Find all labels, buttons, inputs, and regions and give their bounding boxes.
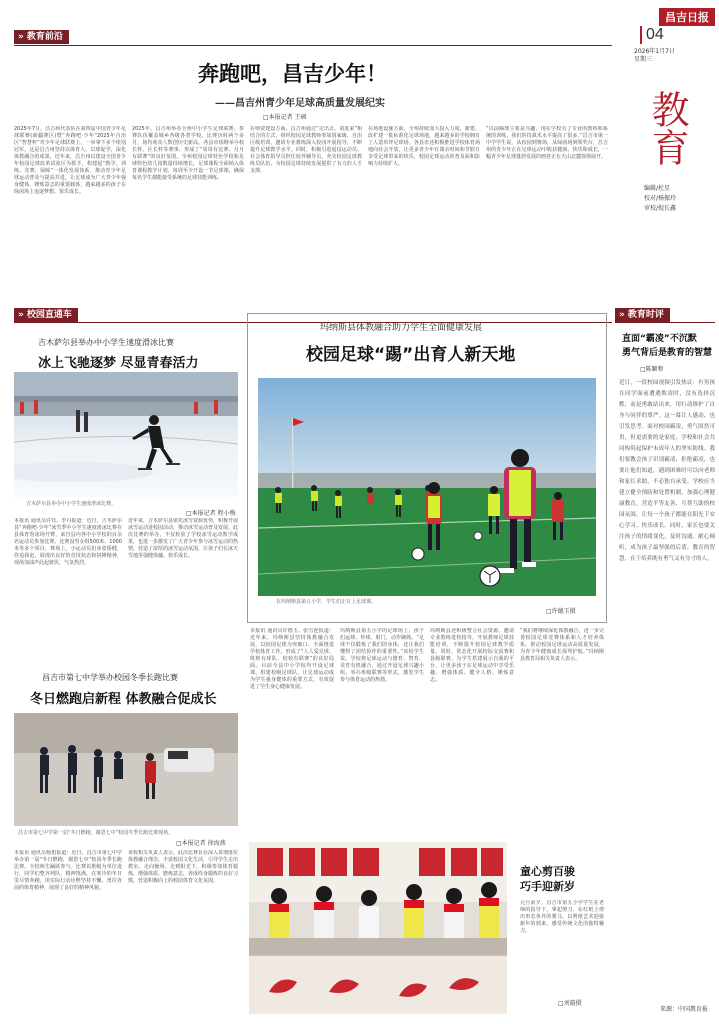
feature-photo-credit: □许德玉摄 [546, 608, 576, 615]
paper-cutting-photo [249, 842, 507, 1014]
commentary-body: 近日，一段校园视频引发热议：有男孩在同学面前遭遇欺凌时，没有选择沉默，而是勇敢站出来，用行动维护了自身与同伴的尊严。这一幕让人感动，也引发思考。面对校园霸凌，勇气固然可贵，但更需要的是家庭、学校和社会共同构筑起保护未成年人的坚实防线。我们要教会孩子识别霸凌、拒绝霸凌，也要让他们知道，遇到困难时可以向老师和家长求助，不必独自承受。学校应当建立健全预防和处置机制，加强心理健康教育，营造平等友善、互帮互助的校园氛围，让每一个孩子都能在阳光下安心学习、快乐成长。同时，家长也要关注孩子的情绪变化，及时沟通、耐心倾听，成为孩子最坚强的后盾。教育的智慧，在于培养既有勇气又有分寸的人。 [619, 380, 715, 562]
feature-caption: 在玛纳斯县第五小学，学生们正在上足球课。 [276, 599, 377, 605]
lead-col-3: 在师资建设方面，昌吉州通过“走出去、请进来”相结合的方式，组织校园足球教师参加国家级、自治区级培训，邀请专业教练深入校园开展指导，不断提升足球教学水平。同时，积极引进退役运动员、社会体育指导员担任校外辅导员，充实校园足球教练员队伍，为校园足球持续发展提供了有力的人才支撑。 [250, 126, 362, 174]
football-class-photo [258, 378, 596, 596]
story1-kicker: 吉木萨尔县举办中小学生速度滑冰比赛 [38, 338, 174, 347]
story2-col-2: 该校相关负责人表示，此次比赛旨在深入贯彻落实体教融合理念，丰富校园文化生活，引导学生走出教室、走向操场、走到阳光下，积极参加体育锻炼，增强体质、磨炼意志，养成终身锻炼的良好习惯，营造积极向上的校园体育文化氛围。 [128, 850, 238, 884]
feature-col-3: 玛纳斯县还积极整合社会资源，邀请专业教练进校指导，开展教师足球技能培训，不断提升校园足球教学质量。同时，常态化开展校际交流赛和县级联赛，为学生搭建展示自我的平台，让更多孩子在足球运动中享受乐趣、增强体质、健全人格、锤炼意志。 [430, 628, 514, 683]
chevron-right-icon: » [18, 310, 24, 320]
story2-title: 冬日燃跑启新程 体教融合促成长 [30, 692, 217, 707]
feature-col-1: 本报讯 通讯员许德玉、张雪连报道：近年来，玛纳斯县坚持体教融合发展，以校园足球为突破口，全面推进学校体育工作，形成了“人人爱足球、班班有球队、校校有联赛”的良好局面。目前全县中小学校均开设足球课，组建校级足球队，让足球运动成为学生强身健体的重要方式，有效促进了学生身心健康发展。 [250, 628, 334, 690]
lead-subtitle: ——昌吉州青少年足球高质量发展纪实 [215, 98, 385, 109]
feature-col-2: 玛纳斯县第五小学的足球场上，孩子们运球、传球、射门，动作娴熟。“足球不仅锻炼了我们的身体，还让我们懂得了团结协作的重要性。”该校学生说。学校将足球运动与德育、智育、美育有机融合，通过开设足球兴趣小组、举办班级联赛等形式，激发学生参与体育运动的热情。 [340, 628, 424, 683]
commentary-byline: □陈颖和 [640, 366, 664, 373]
divider [14, 45, 612, 46]
credit-editor: 编辑/杜星 [644, 185, 671, 192]
story1-caption: 吉木萨尔县举办中小学生速度滑冰比赛。 [26, 501, 117, 507]
masthead [620, 8, 715, 63]
issue-weekday: 星期三 [634, 56, 653, 63]
paper-name: 昌吉日报 [659, 8, 715, 26]
chevron-right-icon: » [18, 32, 24, 42]
story2-byline: □本报记者 徐海燕 [176, 840, 226, 847]
lead-title: 奔跑吧，昌吉少年！ [198, 61, 387, 86]
lead-col-1: 2025年7月，昌吉州代表队在第四届中国青少年足球联赛(新疆赛区)暨“奔跑吧·少年”2025年自治区“智慧杯”青少年足球联赛上，一举拿下多个组别冠军。这是昌吉州坚持以体育人、以球促学，深化体教融合的成果。近年来，昌吉州以建设全国青少年校园足球改革试验区为抓手，构建起“教学、训练、竞赛、保障”一体化发展体系，推动青少年足球运动普及与提高并进，让足球成为广大青少年强身健体、锤炼意志的重要载体，越来越多的孩子在绿茵场上追逐梦想、快乐成长。 [14, 126, 126, 195]
story1-byline: □本报记者 程小梅 [186, 510, 236, 517]
chevron-right-icon: » [619, 310, 625, 320]
section-tag-frontline: » 教育前沿 [14, 30, 69, 44]
story2-kicker: 昌吉市第七中学举办校园冬季长跑比赛 [42, 673, 178, 682]
feature-col-4: “我们将继续深化体教融合，进一步完善校园足球竞赛体系和人才培养体系，推动校园足球运动高质量发展，为青少年健康成长保驾护航。”玛纳斯县教育局相关负责人表示。 [520, 628, 604, 662]
lead-col-5: “以前踢球主要是兴趣，现在学校有了专业的教练和系统的训练，我们的技战术水平提高了很多。”昌吉市第一中学学生说。从校园到赛场，从绿茵场到领奖台，昌吉州的青少年正在足球运动中收获健康、快乐和成长，一幅青少年足球蓬勃发展的画卷正在天山北麓徐徐展开。 [486, 126, 608, 160]
lead-col-2: 2025年，昌吉州举办全州中小学生足球联赛，参赛队伍覆盖城乡各级各类学校，比赛历时两个多月，场均观众人数创历史新高。各县市相继举办校长杯、区长杯等赛事，形成了“周周有比赛、月月有联赛”的良好氛围。全州校园足球特色学校和足球特色幼儿园数量持续增长，足球课程全面纳入体育课程教学计划，每周至少开设一节足球课，确保每名学生都能接受系统的足球技能训练。 [132, 126, 244, 181]
story2-col-1: 本报讯 通讯员杨旭报道：近日，昌吉市第七中学举办第一届“冬日燃跑，谢恩七中”校园冬季长跑比赛，全校师生踊跃参与。比赛以班级为单位进行，同学们整齐列队，精神饱满，在寒冷的冬日里尽情奔跑，用实际行动诠释坚持不懈、勇往直前的体育精神，展现了良好的精神风貌。 [14, 850, 122, 891]
feature-title: 校园足球“踢”出育人新天地 [306, 345, 516, 365]
commentary-source: 来源：中国教育报 [660, 1006, 709, 1013]
story1-col-1: 本报讯 通讯员许钰、李丹报道：近日，吉木萨尔县“奔跑吧·少年”冰雪季中小学生速度滑冰比赛在县体育馆冰场开赛，来自县内各中小学校的百余名运动员参加比赛。比赛设男女组500米、1000米等多个项目。赛场上，小运动员们身姿矫健，你追我赶，展现出良好的竞技状态和拼搏精神，现场加油声此起彼伏，气氛热烈。 [14, 518, 122, 566]
story1-title: 冰上飞驰逐梦 尽显青春活力 [38, 356, 199, 371]
ice-skating-photo [14, 372, 238, 497]
credit-proofreader: 校对/杨振玲 [644, 195, 677, 202]
story3-title: 童心剪百骏 巧手迎新岁 [520, 865, 575, 893]
story1-col-2: 近年来，吉木萨尔县依托冰雪资源优势，积极开展冰雪运动进校园活动，推动冰雪运动普及发展。此次比赛的举办，不仅检验了学校冰雪运动教学成果，也进一步激发了广大青少年参与冰雪运动的热情，营造了浓厚的冰雪运动氛围，让孩子们在冰天雪地里强健体魄、快乐成长。 [128, 518, 238, 559]
story3-photo-credit: □刘璇摄 [558, 1000, 582, 1007]
commentary-title: 直面“霸凌”不沉默 勇气背后是教育的智慧 [622, 334, 713, 358]
edit-credits [644, 184, 676, 214]
section-title-vertical: 教育 [645, 90, 689, 166]
story2-caption: 昌吉市第七中学第一届“冬日燃跑，谢恩七中”校园冬季长跑比赛现场。 [18, 830, 174, 836]
divider [615, 322, 715, 323]
winter-run-photo [14, 713, 238, 826]
section-tag-campus: » 校园直通车 [14, 308, 78, 322]
story3-body: 元旦前夕，昌吉市第五小学学生在老师的指导下，拿起剪刀，在红纸上剪出形态各异的骏马，以剪纸艺术迎接新年的到来，感受传统文化的独特魅力。 [520, 900, 604, 934]
issue-date: 2026年1月7日 [634, 48, 675, 55]
section-sidebar [636, 70, 716, 300]
paper-cutting-box [512, 842, 606, 1014]
lead-col-4: 在场地设施方面，全州持续加大投入力度，新建、改扩建一批标准化足球场地，越来越多的学校拥有了人造草坪足球场。各县市还积极推进学校体育场地向社会开放，让更多青少年在课余时间和节假日享受足球带来的快乐，校园足球运动的普及面和影响力持续扩大。 [368, 126, 480, 167]
section-tag-commentary: » 教育时评 [615, 308, 670, 322]
lead-byline: □本报记者 王硕 [263, 114, 307, 121]
feature-kicker: 玛纳斯县体教融合助力学生全面健康发展 [320, 323, 483, 333]
page-number: 04 [640, 26, 664, 44]
credit-reviewer: 审校/倪长鑫 [644, 205, 677, 212]
